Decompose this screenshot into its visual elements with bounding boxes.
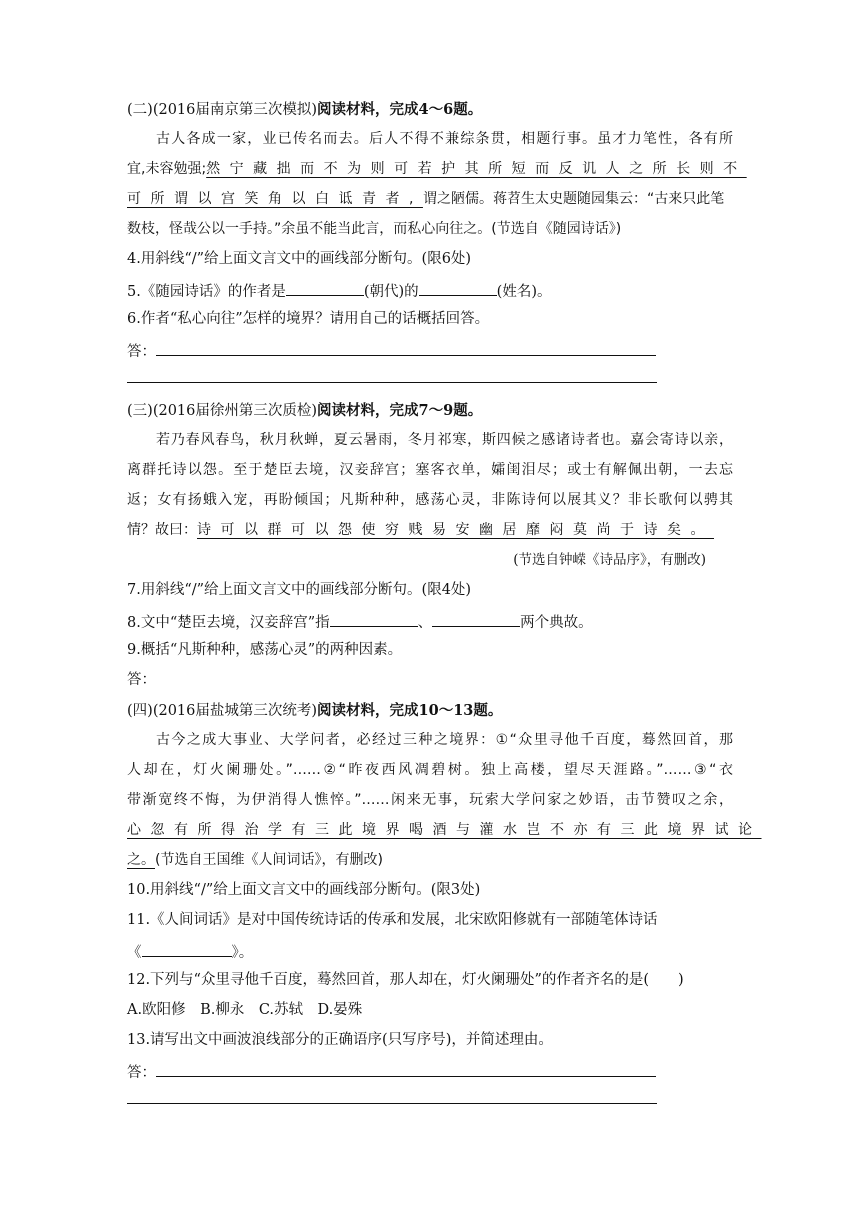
name-blank[interactable] — [419, 280, 497, 296]
question-11-cont — [127, 941, 733, 960]
section3-heading-task: 阅读材料，完成7～9题。 — [317, 402, 483, 419]
section3-passage-line-3: 返；女有扬蛾入宠，再盼倾国；凡斯种种，感荡心灵，非陈诗何以展其义？非长歌何以骋其 — [127, 492, 733, 508]
question-6: 6.作者“私心向往”怎样的境界？请用自己的话概括回答。 — [127, 311, 490, 327]
question-8-text-c: 两个典故。 — [520, 615, 593, 631]
answer-line-3[interactable] — [156, 1061, 656, 1077]
question-4: 4.用斜线“/”给上面文言文中的画线部分断句。(限6处) — [127, 251, 472, 267]
section2-passage-line-1: 古人各成一家，业已传名而去。后人不得不兼综条贯，相题行事。虽才力笔性，各有所 — [156, 131, 733, 147]
section4-passage-line-3: 带渐宽终不悔，为伊消得人憔悴。”……闲来无事，玩索大学问家之妙语，击节赞叹之余， — [127, 792, 733, 808]
section3-passage-line-4-plain: 情？故曰： — [127, 522, 197, 538]
section2-passage-line-2-plain: 宜,未容勉强; — [127, 161, 207, 177]
question-9-answer: 答： — [127, 672, 156, 688]
book-title-blank[interactable] — [142, 941, 232, 957]
section4-passage-line-5 — [127, 851, 733, 870]
question-8 — [127, 611, 733, 630]
section4-passage-line-4 — [127, 821, 762, 840]
section3-passage-line-4 — [127, 521, 733, 540]
section2-heading-prefix: (二)(2016届南京第三次模拟) — [127, 102, 318, 118]
allusion-blank-1[interactable] — [330, 611, 418, 627]
question-7: 7.用斜线“/”给上面文言文中的画线部分断句。(限4处) — [127, 582, 472, 598]
section2-heading-task: 阅读材料，完成4～6题。 — [317, 101, 483, 118]
question-11-text-b: 《 — [127, 945, 142, 961]
answer-label: 答： — [127, 1065, 156, 1081]
question-12: 12.下列与“众里寻他千百度，蓦然回首，那人却在，灯火阑珊处”的作者齐名的是( ) — [127, 972, 684, 988]
section2-underlined-text-1: 然宁藏拙而不为则可若护其所短而反讥人之所长则不 — [206, 161, 747, 177]
section4-heading — [127, 701, 733, 720]
section4-passage-line-1: 古今之成大事业、大学问者，必经过三种之境界：①“众里寻他千百度，蓦然回首，那 — [156, 732, 733, 748]
question-11-text-c: 》。 — [231, 945, 254, 961]
question-5-text-c: (姓名)。 — [496, 284, 552, 300]
question-6-answer — [127, 340, 733, 359]
question-10: 10.用斜线“/”给上面文言文中的画线部分断句。(限3处) — [127, 882, 481, 898]
section3-passage-line-2: 离群托诗以怨。至于楚臣去境，汉妾辞宫；塞客衣单，孀闺泪尽；或士有解佩出朝，一去忘 — [127, 462, 733, 478]
section2-passage-line-4: 数枝，怪哉公以一手持。”余虽不能当此言，而私心向往之。(节选自《随园诗话》) — [127, 221, 622, 237]
answer-line-2[interactable] — [127, 381, 657, 383]
section3-heading — [127, 401, 733, 420]
section4-heading-task: 阅读材料，完成10～13题。 — [317, 702, 503, 719]
question-8-text-a: 8.文中“楚臣去境，汉妾辞宫”指 — [127, 615, 330, 631]
question-13-answer — [127, 1061, 733, 1080]
section3-underlined-text: 诗可以群可以怨使穷贱易安幽居靡闷莫尚于诗矣。 — [197, 522, 714, 538]
question-5-text-b: (朝代)的 — [363, 284, 419, 300]
section4-passage-line-2: 人却在，灯火阑珊处。”……②“昨夜西风凋碧树。独上高楼，望尽天涯路。”……③“衣 — [127, 762, 733, 778]
allusion-blank-2[interactable] — [432, 611, 520, 627]
section2-passage-line-3-plain: 谓之陋儒。蒋苕生太史题随园集云：“古来只此笔 — [422, 191, 725, 207]
question-9: 9.概括“凡斯种种，感荡心灵”的两种因素。 — [127, 642, 403, 658]
section2-heading — [127, 100, 733, 119]
section4-underlined-text-1: 心忽有所得治学有三此境界喝酒与灌水岂不亦有三此境界试论 — [127, 822, 762, 838]
section3-heading-prefix: (三)(2016届徐州第三次质检) — [127, 403, 318, 419]
answer-line-1[interactable] — [156, 340, 656, 356]
question-5 — [127, 280, 733, 299]
section2-passage-line-2 — [127, 160, 747, 179]
section2-passage-line-3 — [127, 190, 733, 209]
question-5-text-a: 5.《随园诗话》的作者是 — [127, 284, 286, 300]
worksheet-page — [127, 100, 762, 1104]
question-13: 13.请写出文中画波浪线部分的正确语序(只写序号)，并简述理由。 — [127, 1032, 553, 1048]
section3-passage-line-1: 若乃春风春鸟，秋月秋蝉，夏云暑雨，冬月祁寒，斯四候之感诸诗者也。嘉会寄诗以亲， — [156, 432, 733, 448]
section4-underlined-text-2: 之。 — [127, 852, 155, 868]
question-8-text-b: 、 — [417, 615, 433, 631]
question-12-options: A.欧阳修 B.柳永 C.苏轼 D.晏殊 — [127, 1002, 363, 1018]
answer-label: 答： — [127, 344, 156, 360]
section3-source: (节选自钟嵘《诗品序》，有删改) — [513, 552, 706, 568]
question-11: 11.《人间词话》是对中国传统诗话的传承和发展，北宋欧阳修就有一部随笔体诗话 — [127, 912, 658, 928]
section4-source: (节选自王国维《人间词话》，有删改) — [155, 852, 383, 868]
answer-line-4[interactable] — [127, 1102, 657, 1104]
dynasty-blank[interactable] — [286, 280, 364, 296]
section2-underlined-text-2: 可所谓以宫笑角以白诋青者, — [127, 191, 423, 207]
section4-heading-prefix: (四)(2016届盐城第三次统考) — [127, 703, 318, 719]
